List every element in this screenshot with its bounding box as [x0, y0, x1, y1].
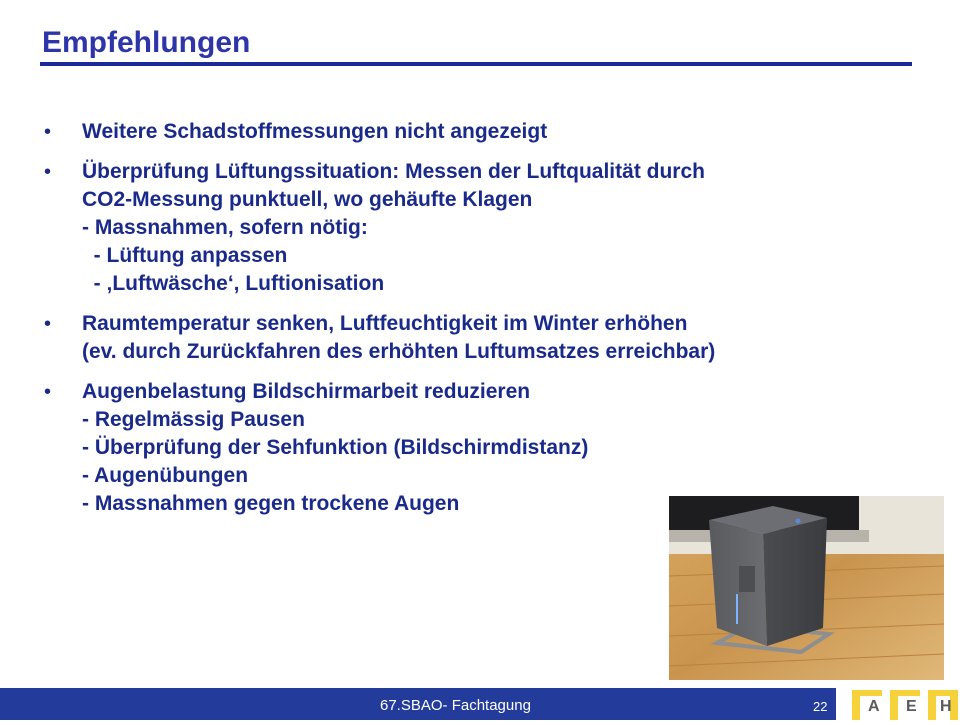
bullet-line: Raumtemperatur senken, Luftfeuchtigkeit im Winter erhöhen [82, 312, 688, 335]
bullet-dot: • [44, 121, 52, 143]
bullet-line: CO2-Messung punktuell, wo gehäufte Klagen [82, 188, 533, 211]
bullet-line: (ev. durch Zurückfahren des erhöhten Luftumsatzes erreichbar) [82, 340, 716, 363]
bullet-dot: • [44, 381, 52, 403]
bullet-line: Überprüfung Lüftungssituation: Messen der Luftqualität durch [82, 160, 705, 183]
logo-letter-e: E [906, 698, 917, 715]
logo-letter-h: H [940, 698, 952, 715]
aeh-logo [846, 688, 960, 720]
bullet-item [44, 310, 924, 366]
bullet-line: Augenbelastung Bildschirmarbeit reduzieren [82, 380, 531, 403]
bullet-list [44, 118, 924, 530]
bullet-line: - Augenübungen [82, 464, 249, 487]
bullet-line: - Massnahmen, sofern nötig: [82, 216, 368, 239]
bullet-line: - Regelmässig Pausen [82, 408, 305, 431]
bullet-line: - ‚Luftwäsche‘, Luftionisation [82, 272, 385, 295]
page-number: 22 [813, 699, 828, 714]
slide-title: Empfehlungen [42, 26, 251, 59]
bullet-item [44, 158, 924, 298]
bullet-dot: • [44, 161, 52, 183]
bullet-line: - Überprüfung der Sehfunktion (Bildschirmdistanz) [82, 436, 589, 459]
bullet-line: - Massnahmen gegen trockene Augen [82, 492, 460, 515]
title-underline [40, 62, 912, 66]
bullet-item [44, 118, 924, 146]
logo-letter-a: A [868, 698, 880, 715]
footer-text: 67.SBAO- Fachtagung [380, 697, 531, 714]
air-humidifier-photo [669, 496, 944, 680]
bullet-dot: • [44, 313, 52, 335]
bullet-line: Weitere Schadstoffmessungen nicht angezeigt [82, 120, 548, 143]
bullet-line: - Lüftung anpassen [82, 244, 288, 267]
